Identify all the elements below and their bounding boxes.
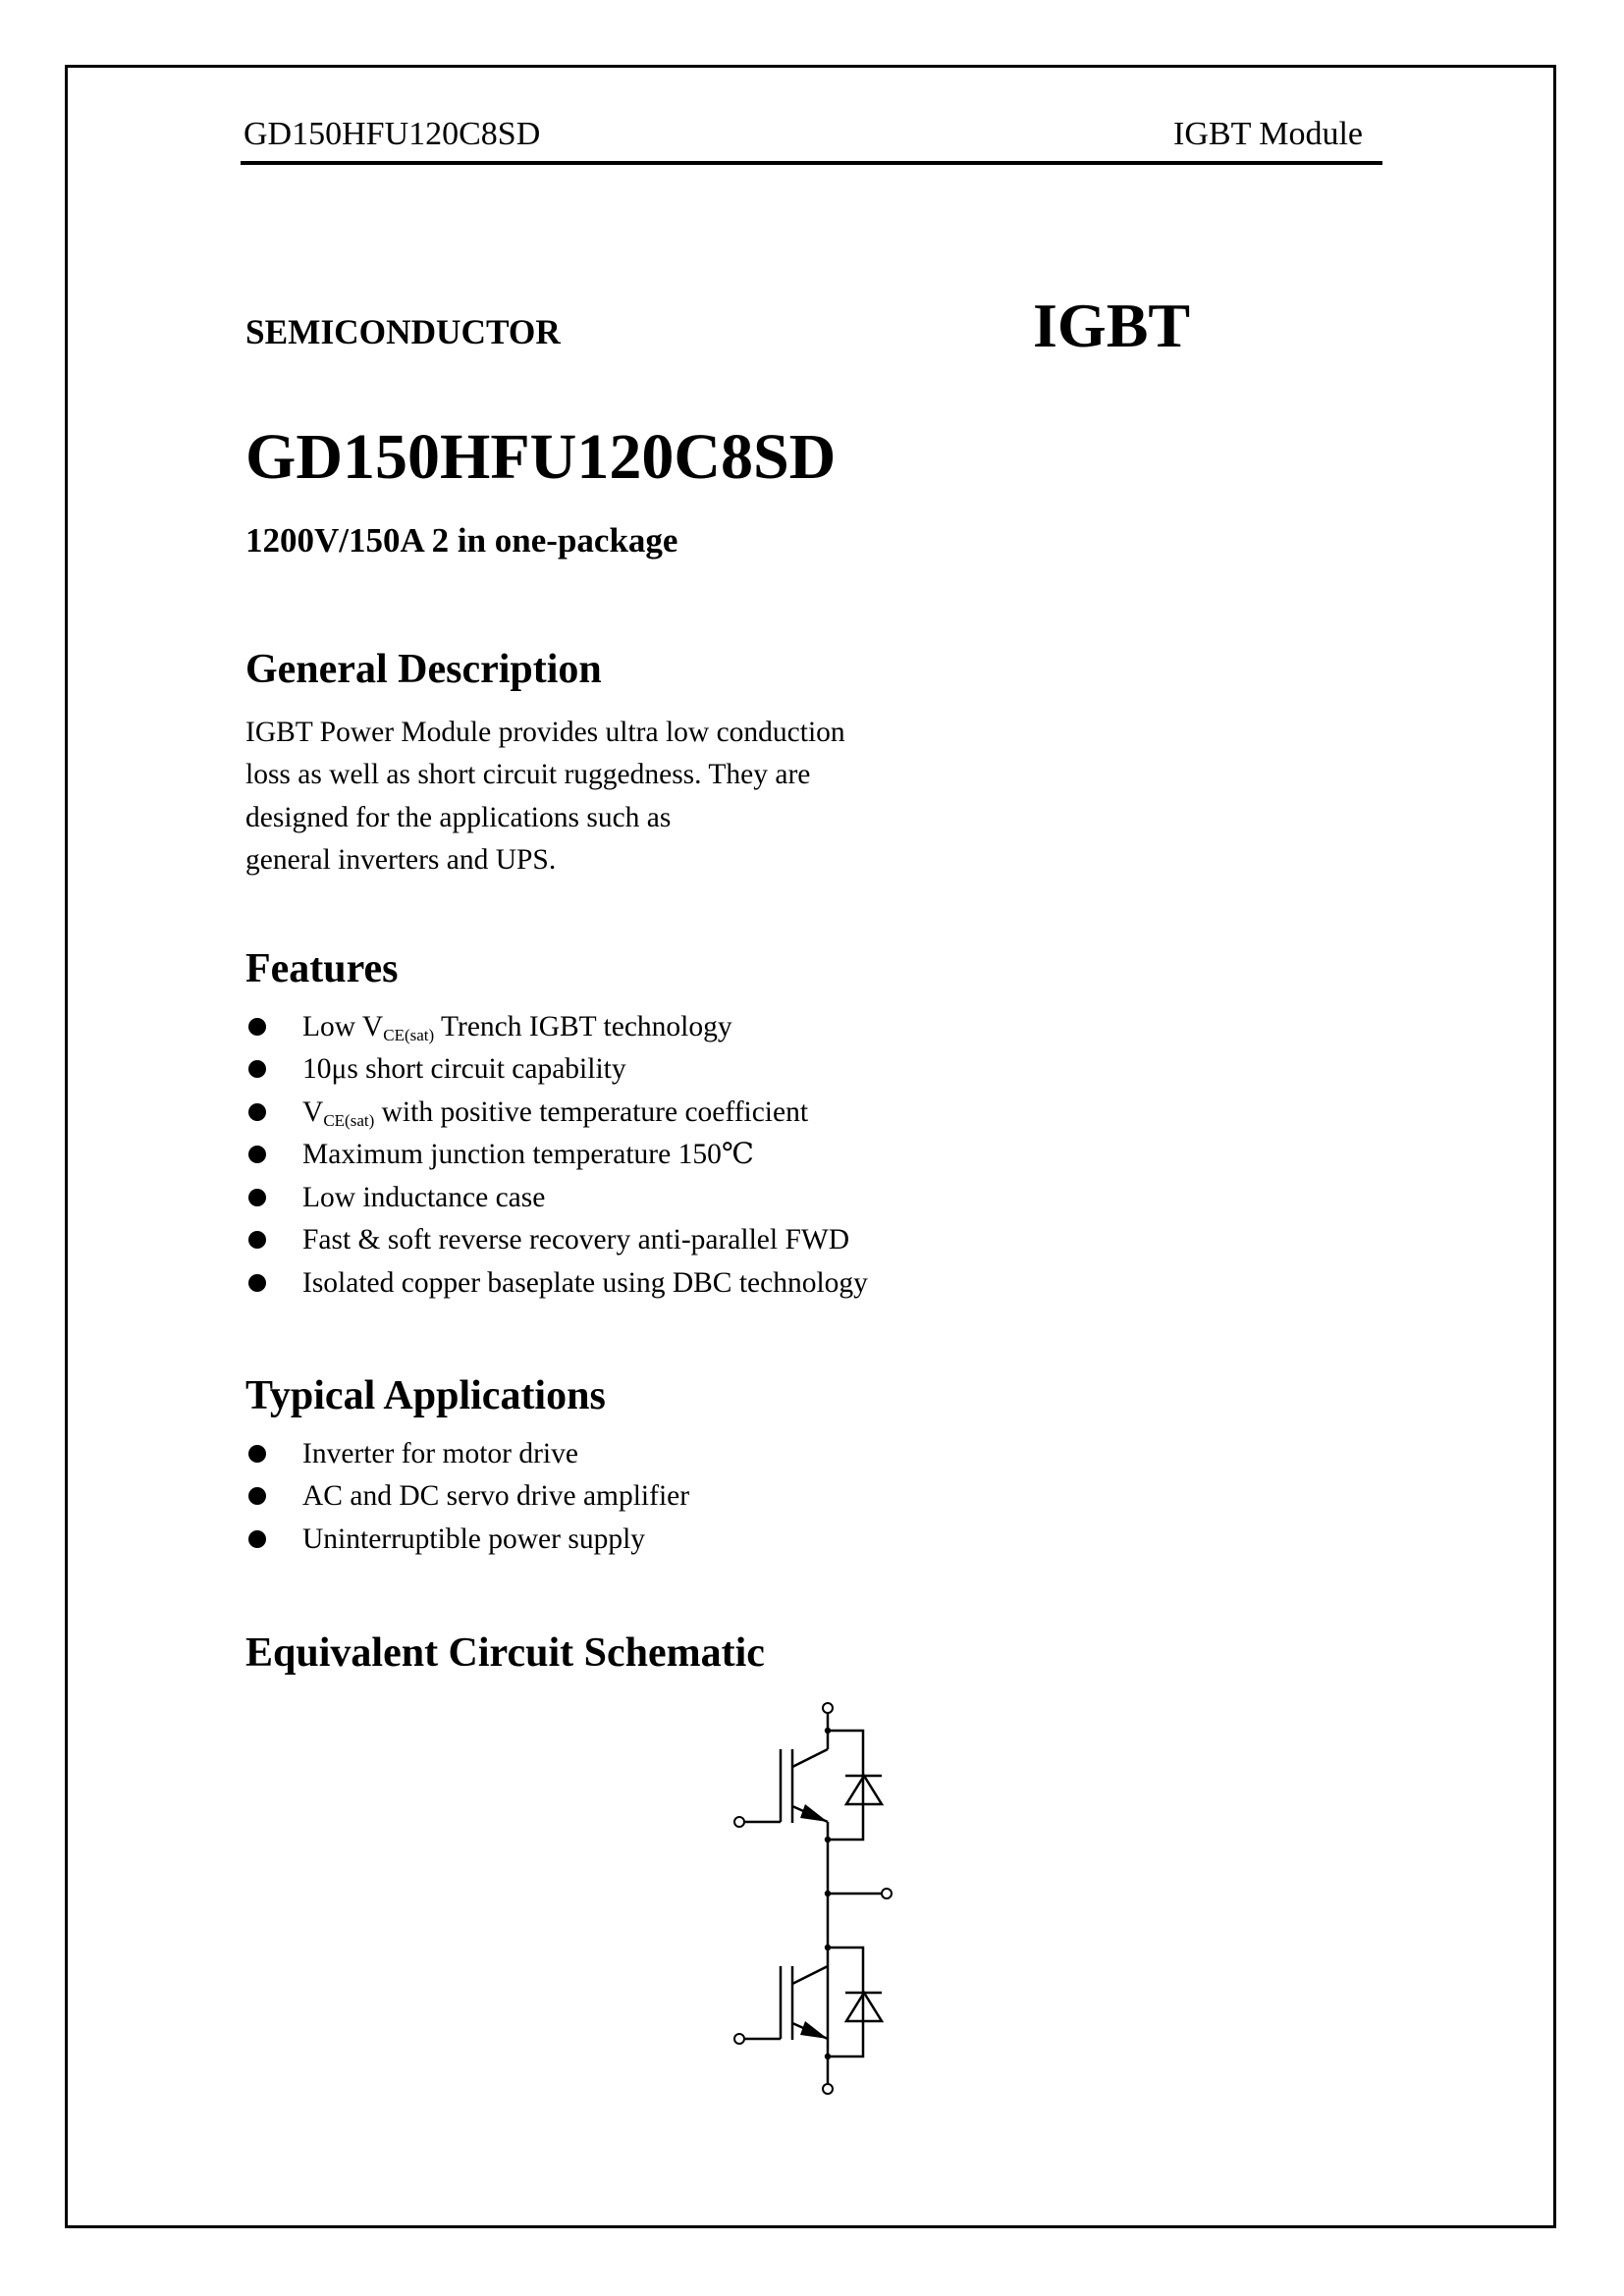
feature-subscript: CE(sat) [323,1111,375,1130]
application-text: AC and DC servo drive amplifier [302,1480,690,1512]
feature-text: Maximum junction temperature 150℃ [302,1139,754,1170]
bullet-icon [248,1274,266,1292]
application-text: Uninterruptible power supply [302,1523,646,1555]
bullet-icon [248,1018,266,1036]
feature-text: Fast & soft reverse recovery anti-parallel FWD [302,1224,850,1255]
bullet-icon [248,1189,266,1206]
bullet-icon [248,1103,266,1121]
bullet-icon [248,1060,266,1078]
description-line: designed for the applications such as [245,802,672,833]
bullet-icon [248,1445,266,1463]
half-bridge-igbt-schematic-icon [727,1693,903,2106]
header-doc-type: IGBT Module [1173,116,1363,152]
feature-text: Low inductance case [302,1182,546,1213]
header-part-number: GD150HFU120C8SD [244,116,541,152]
description-line: IGBT Power Module provides ultra low conduction [245,717,845,748]
feature-text: Trench IGBT technology [434,1011,732,1042]
bullet-icon [248,1146,266,1163]
application-text: Inverter for motor drive [302,1438,578,1469]
description-line: general inverters and UPS. [245,844,557,876]
bullet-icon [248,1487,266,1505]
page-title: GD150HFU120C8SD [245,421,837,493]
feature-text: Isolated copper baseplate using DBC technology [302,1267,868,1299]
feature-subscript: CE(sat) [383,1026,435,1044]
features-heading: Features [245,946,399,991]
bullet-icon [248,1530,266,1548]
description-line: loss as well as short circuit ruggedness. They are [245,759,811,790]
bullet-icon [248,1231,266,1249]
page-subtitle: 1200V/150A 2 in one-package [245,521,678,560]
device-type-label: IGBT [1033,291,1191,360]
feature-text: 10μs short circuit capability [302,1053,626,1085]
header-rule [241,161,1382,165]
general-description-heading: General Description [245,647,602,692]
feature-text: V [302,1096,324,1128]
feature-text: with positive temperature coefficient [374,1096,809,1128]
applications-heading: Typical Applications [245,1373,606,1418]
feature-text: Low V [302,1011,384,1042]
schematic-heading: Equivalent Circuit Schematic [245,1630,765,1676]
category-label: SEMICONDUCTOR [245,312,561,351]
